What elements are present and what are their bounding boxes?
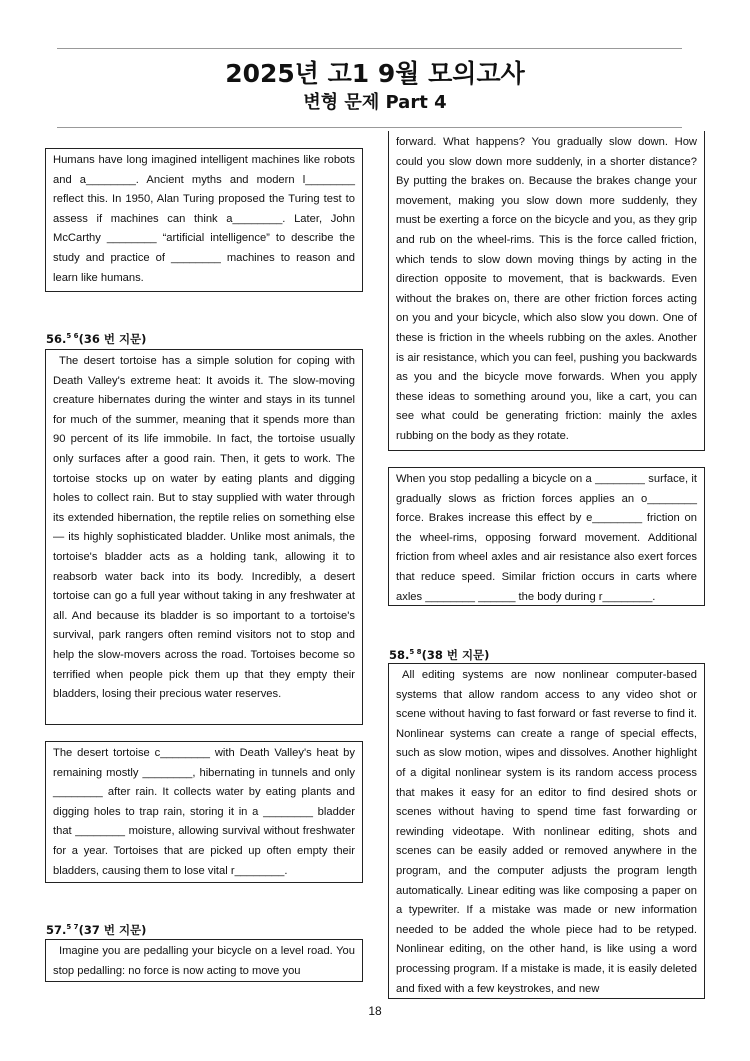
header-rule-top bbox=[57, 48, 682, 49]
question-ref: (37 번 지문) bbox=[78, 923, 147, 937]
question-57-label bbox=[46, 922, 146, 938]
question-sup: 5 6 bbox=[66, 332, 79, 341]
page-subtitle: 변형 문제 Part 4 bbox=[303, 92, 447, 113]
question-ref: (36 번 지문) bbox=[78, 332, 147, 346]
summary-text: The desert tortoise c________ with Death Valley's heat by remaining mostly ________, hibernating in tunnels and only ________ after rain. It collects water by eating plants and digging holes to trap rain, storing it in a ________ bladder that ________ moisture, allowing survival without freshwater for a year. Tortoises that are picked up often empty their bladders, causing them to lose vital r________. bbox=[53, 747, 355, 877]
question-56-label bbox=[46, 331, 146, 347]
passage-box-57-cont bbox=[388, 131, 705, 451]
page-number: 18 bbox=[368, 1004, 382, 1018]
question-number: 57. bbox=[46, 923, 67, 937]
summary-box-55 bbox=[45, 148, 363, 292]
page-title: 2025년 고1 9월 모의고사 bbox=[225, 59, 525, 88]
header-rule-bottom bbox=[57, 127, 682, 128]
passage-text: All editing systems are now nonlinear computer-based systems that allow random access to any video shot or scene without having to fast forward or fast reverse to find it. Nonlinear systems can create a range of special effects, such as slow motion, wipes and dissolves. Another highlight of a digital nonlinear system is its random access process that makes it easy for an editor to find desired shots or scenes without having to spend time fast forwarding or rewinding videotape. With nonlinear editing, shots and scenes can be easily added or removed anywhere in the program, and the computer adjusts the program length automatically. Linear editing was like composing a paper on a typewriter. If a mistake was made or new information needed to be added the whole piece had to be retyped. Nonlinear editing, on the other hand, is like using a word processing program. If a mistake is made, it is easily deleted and fixed with a few keystrokes, and new bbox=[396, 669, 697, 995]
question-sup: 5 7 bbox=[66, 923, 79, 932]
summary-box-56 bbox=[45, 741, 363, 883]
question-ref: (38 번 지문) bbox=[421, 648, 490, 662]
passage-text: forward. What happens? You gradually slow down. How could you slow down more suddenly, in a shorter distance? By putting the brakes on. Because the brakes change your movement, making you slow down more suddenly, they must be exerting a force on the bicycle and you, as they grip and rub on the wheel-rims. This is the force called friction, which tends to slow down moving things by acting in the direction opposite to movement, that is backwards. Even without the brakes on, there are other friction forces acting on you and your bicycle, which also slow you down. One of these is friction in the wheels rubbing on the axles. Another is air resistance, which you can feel, pushing you backwards as you and the bicycle move forwards. When you apply these ideas to something around you, like a cart, you can see what could be generating friction: mainly the axles rubbing on the body as they rotate. bbox=[396, 136, 697, 442]
question-58-label bbox=[389, 647, 489, 663]
question-sup: 5 8 bbox=[409, 648, 422, 657]
passage-text: The desert tortoise has a simple solution for coping with Death Valley's extreme heat: It avoids it. The slow-moving creature hibernates during the winter and stays in its tunnel for much of the summer, meaning that it spends more than 90 percent of its life immobile. In fact, the tortoise usually only surfaces after a good rain. Then, it gets to work. The tortoise stocks up on water by eating plants and digging holes to collect rain. But to stay supplied with water through its extended hibernation, the reptile relies on something else — its highly sophisticated bladder. Unlike most animals, the tortoise's bladder acts as a holding tank, allowing it to reabsorb water back into its body. Incredibly, a desert tortoise can go a full year without taking in any freshwater at all. And because its bladder is so important to a tortoise's survival, park rangers often remind visitors not to stop and help the slow-movers across the road. Tortoises become so terrified when people pick them up that they empty their bladders, losing their precious water reserves. bbox=[53, 355, 355, 701]
passage-box-56 bbox=[45, 349, 363, 725]
summary-text: Humans have long imagined intelligent machines like robots and a________. Ancient myths and modern l________ reflect this. In 1950, Alan Turing proposed the Turing test to assess if machines can think a________. Later, John McCarthy ________ “artificial intelligence” to describe the study and practice of ________ machines to reason and learn like humans. bbox=[53, 154, 355, 284]
summary-box-57 bbox=[388, 467, 705, 606]
passage-text: Imagine you are pedalling your bicycle on a level road. You stop pedalling: no force is now acting to move you bbox=[53, 945, 355, 977]
question-number: 56. bbox=[46, 332, 67, 346]
summary-text: When you stop pedalling a bicycle on a ________ surface, it gradually slows as friction forces applies an o________ force. Brakes increase this effect by e________ friction on the wheel-rims, opposing forward movement. Additional friction from wheel axles and air resistance also exert forces that reduce speed. Similar friction occurs in carts where axles ________ ______ the body during r________. bbox=[396, 473, 697, 603]
passage-box-58 bbox=[388, 663, 705, 999]
question-number: 58. bbox=[389, 648, 410, 662]
passage-box-57-start bbox=[45, 939, 363, 982]
